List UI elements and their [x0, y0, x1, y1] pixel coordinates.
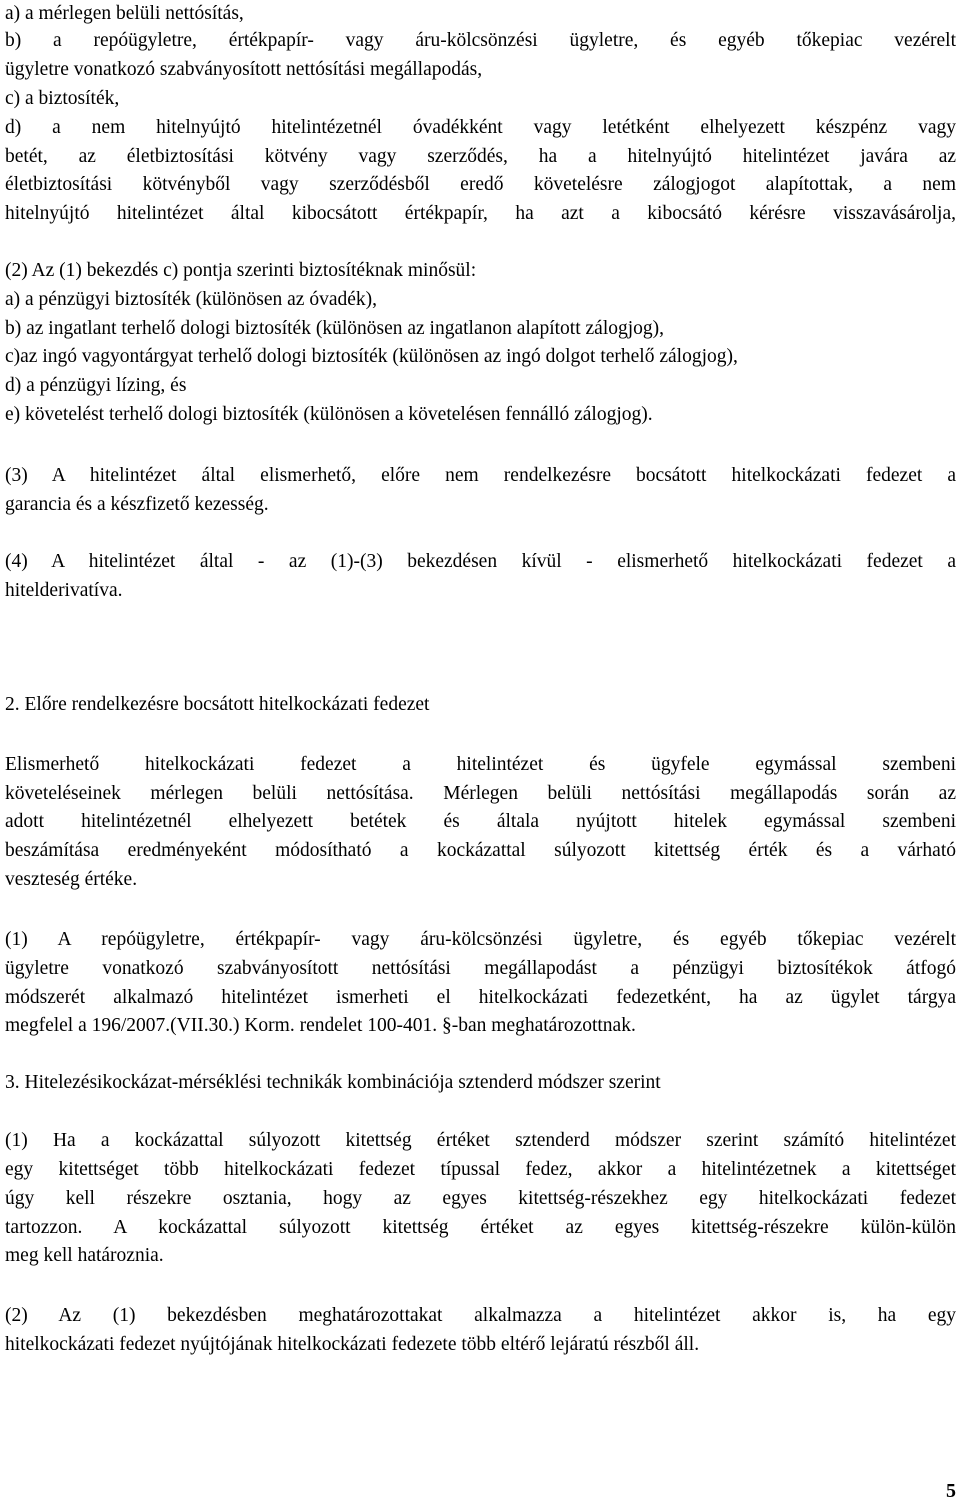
- paragraph-3-line-2: garancia és a készfizető kezesség.: [5, 494, 269, 515]
- section-3-para-1-line-5: meg kell határoznia.: [5, 1245, 164, 1266]
- section-2-body-line-5: veszteség értéke.: [5, 869, 138, 890]
- section-2-para-1-line-3: módszerét alkalmazó hitelintézet ismerheti el hitelkockázati fedezetként, ha az ügylet tárgya: [5, 987, 956, 1008]
- paragraph-2-item-a: a) a pénzügyi biztosíték (különösen az óvadék),: [5, 289, 377, 310]
- paragraph-3-line-1: (3) A hitelintézet által elismerhető, előre nem rendelkezésre bocsátott hitelkockázati fedezet a: [5, 465, 956, 486]
- list-item-b-line-1: b) a repóügyletre, értékpapír- vagy áru-kölcsönzési ügyletre, és egyéb tőkepiac vezérelt: [5, 30, 956, 51]
- section-2-body-line-2: követeléseinek mérlegen belüli nettósítása. Mérlegen belüli nettósítási megállapodás során az: [5, 783, 956, 804]
- list-item-c: c) a biztosíték,: [5, 88, 120, 109]
- paragraph-2-item-b: b) az ingatlant terhelő dologi biztosíték (különösen az ingatlanon alapított zálogjog),: [5, 318, 665, 339]
- section-3-para-1-line-1: (1) Ha a kockázattal súlyozott kitettség értéket sztenderd módszer szerint számító hitelintézet: [5, 1130, 956, 1151]
- list-item-d-line-3: életbiztosítási kötvényből vagy szerződésből eredő követelésre zálogjogot alapítottak, a nem: [5, 174, 956, 195]
- section-3-para-1-line-3: úgy kell részekre osztania, hogy az egyes kitettség-részekhez egy hitelkockázati fedezet: [5, 1188, 956, 1209]
- section-3-heading: 3. Hitelezésikockázat-mérséklési technikák kombinációja sztenderd módszer szerint: [5, 1072, 661, 1093]
- paragraph-4-line-1: (4) A hitelintézet által - az (1)-(3) bekezdésen kívül - elismerhető hitelkockázati fedezet a: [5, 551, 956, 572]
- page-number: 5: [946, 1480, 956, 1502]
- list-item-a: a) a mérlegen belüli nettósítás,: [5, 3, 244, 24]
- list-item-d-line-1: d) a nem hitelnyújtó hitelintézetnél óvadékként vagy letétként elhelyezett készpénz vagy: [5, 117, 956, 138]
- section-2-body-line-4: beszámítása eredményeként módosítható a kockázattal súlyozott kitettség érték és a várható: [5, 840, 956, 861]
- section-3-para-2-line-2: hitelkockázati fedezet nyújtójának hitelkockázati fedezete több eltérő lejáratú részből áll.: [5, 1334, 700, 1355]
- section-3-para-1-line-4: tartozzon. A kockázattal súlyozott kitettség értéket az egyes kitettség-részekre külön-külön: [5, 1217, 956, 1238]
- paragraph-2-intro: (2) Az (1) bekezdés c) pontja szerinti biztosítéknak minősül:: [5, 260, 477, 281]
- section-3-para-2-line-1: (2) Az (1) bekezdésben meghatározottakat alkalmazza a hitelintézet akkor is, ha egy: [5, 1305, 956, 1326]
- list-item-b-line-2: ügyletre vonatkozó szabványosított nettósítási megállapodás,: [5, 59, 483, 80]
- section-2-body-line-3: adott hitelintézetnél elhelyezett betétek és általa nyújtott hitelek egymással szembeni: [5, 811, 956, 832]
- paragraph-2-item-e: e) követelést terhelő dologi biztosíték (különösen a követelésen fennálló zálogjog).: [5, 404, 653, 425]
- section-2-heading: 2. Előre rendelkezésre bocsátott hitelkockázati fedezet: [5, 694, 430, 715]
- list-item-d-line-4: hitelnyújtó hitelintézet által kibocsátott értékpapír, ha azt a kibocsátó kérésre visszavásárolja,: [5, 203, 956, 224]
- paragraph-2-item-d: d) a pénzügyi lízing, és: [5, 375, 187, 396]
- section-2-body-line-1: Elismerhető hitelkockázati fedezet a hitelintézet és ügyfele egymással szembeni: [5, 754, 956, 775]
- section-2-para-1-line-4: megfelel a 196/2007.(VII.30.) Korm. rendelet 100-401. §-ban meghatározottnak.: [5, 1015, 636, 1036]
- section-3-para-1-line-2: egy kitettséget több hitelkockázati fedezet típussal fedez, akkor a hitelintézetnek a kitettséget: [5, 1159, 956, 1180]
- section-2-para-1-line-2: ügyletre vonatkozó szabványosított nettósítási megállapodást a pénzügyi biztosítékok átfogó: [5, 958, 956, 979]
- list-item-d-line-2: betét, az életbiztosítási kötvény vagy szerződés, ha a hitelnyújtó hitelintézet javára az: [5, 146, 956, 167]
- paragraph-4-line-2: hitelderivatíva.: [5, 580, 123, 601]
- paragraph-2-item-c: c)az ingó vagyontárgyat terhelő dologi biztosíték (különösen az ingó dolgot terhelő zálogjog),: [5, 346, 738, 367]
- section-2-para-1-line-1: (1) A repóügyletre, értékpapír- vagy áru-kölcsönzési ügyletre, és egyéb tőkepiac vezérelt: [5, 929, 956, 950]
